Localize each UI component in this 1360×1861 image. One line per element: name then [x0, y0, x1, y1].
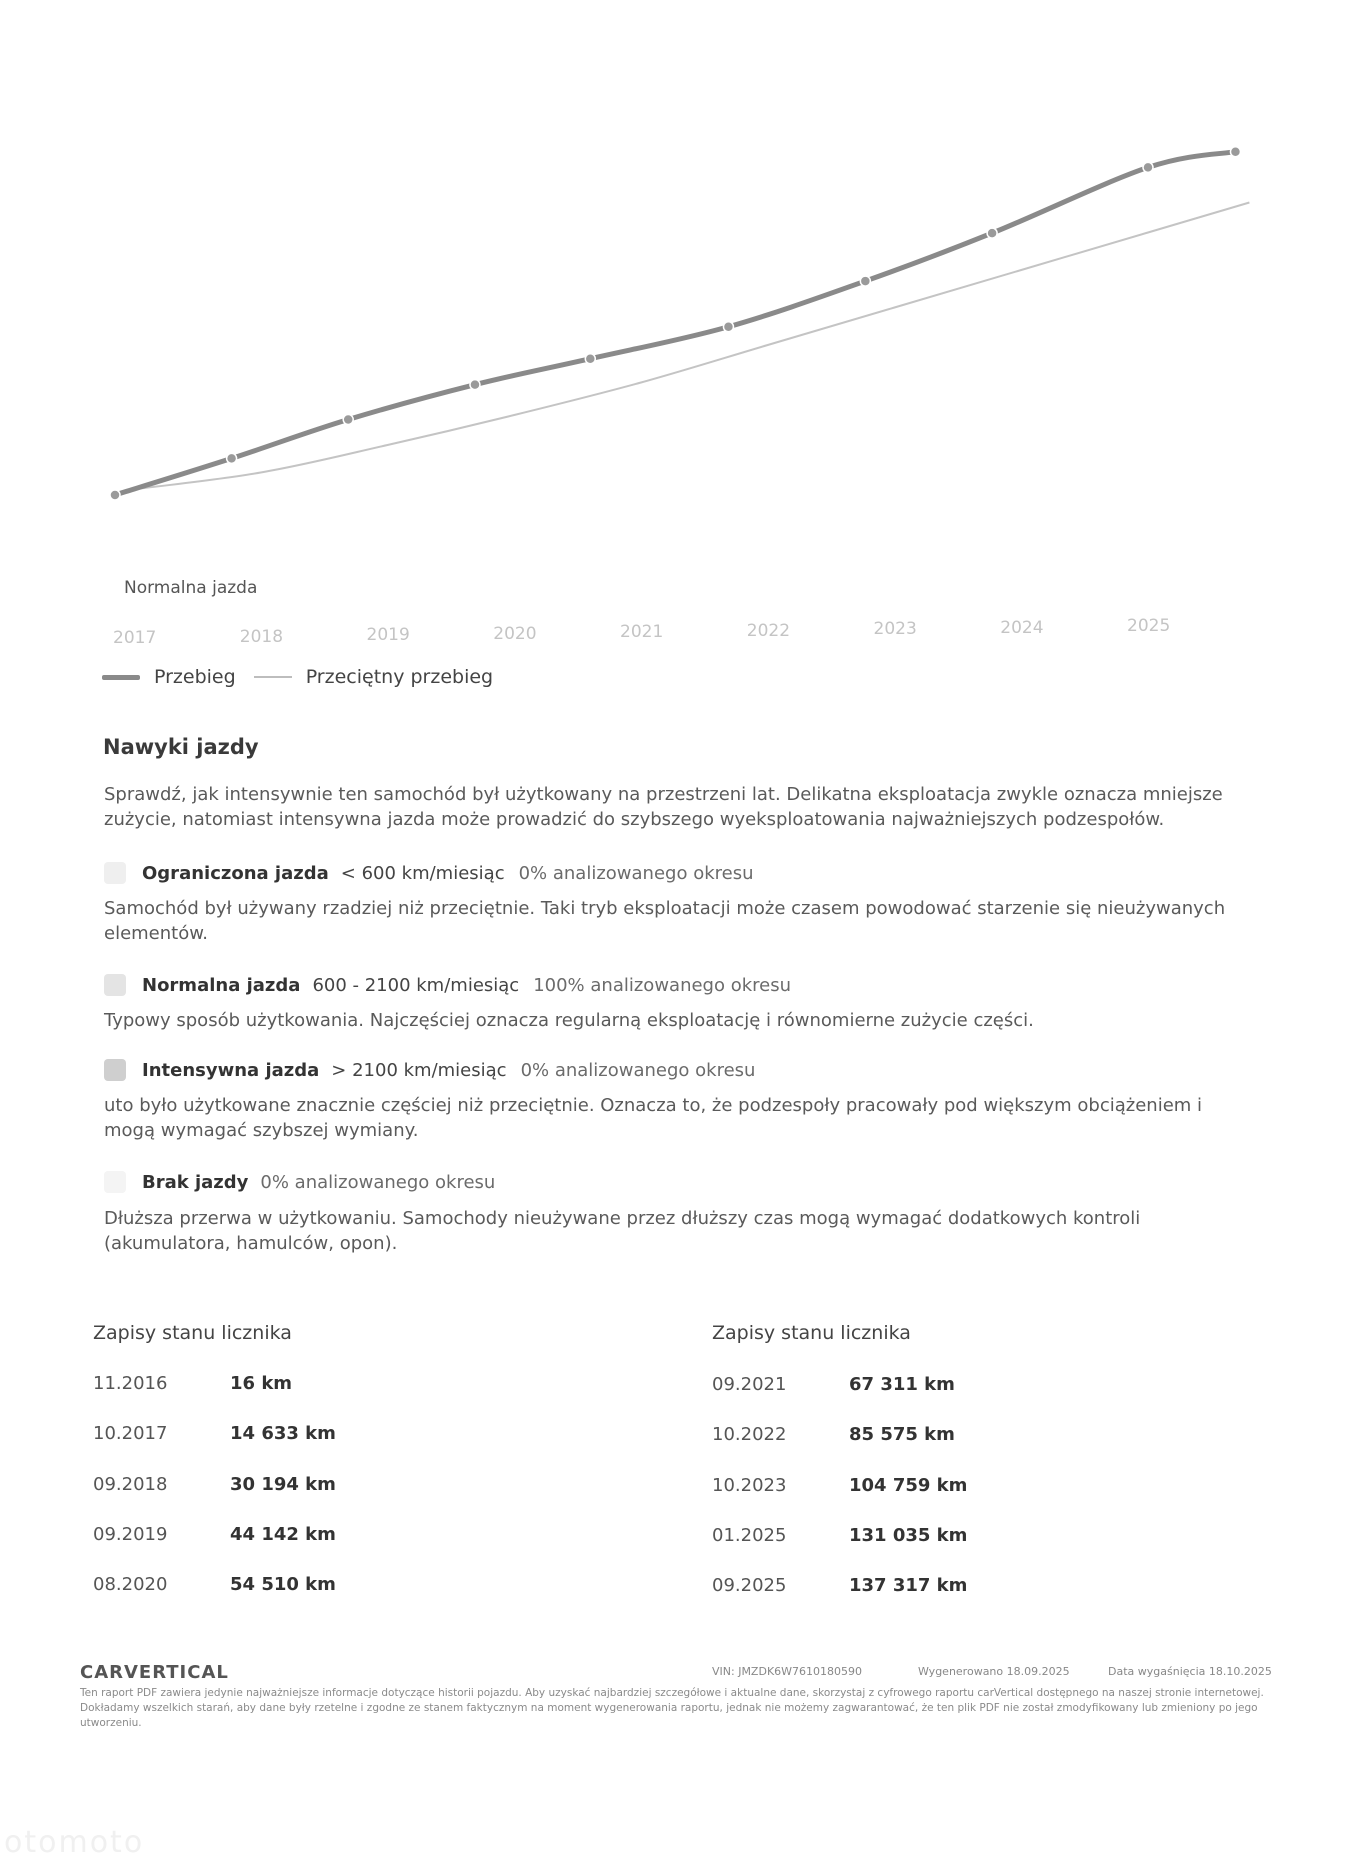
- habit-range: < 600 km/miesiąc: [340, 862, 505, 884]
- habit-desc-normal: Typowy sposób użytkowania. Najczęściej oznacza regularną eksploatację i równomierne zużycie części.: [104, 1010, 1034, 1031]
- habits-title: Nawyki jazdy: [103, 735, 259, 759]
- mileage-point-2: [343, 415, 353, 425]
- odometer-date: 09.2025: [712, 1575, 787, 1596]
- x-tick-2019: 2019: [366, 625, 410, 645]
- normal-driving-icon: [104, 974, 126, 996]
- x-tick-2023: 2023: [873, 619, 917, 639]
- odometer-date: 09.2019: [93, 1524, 168, 1545]
- habit-name: Normalna jazda: [142, 974, 301, 996]
- mileage-point-8: [1143, 162, 1153, 172]
- odometer-row: [93, 1423, 336, 1444]
- x-tick-2021: 2021: [620, 622, 664, 642]
- odometer-right-title: Zapisy stanu licznika: [712, 1322, 911, 1344]
- odometer-value: 30 194 km: [230, 1474, 336, 1495]
- no-driving-icon: [104, 1171, 126, 1193]
- odometer-value: 16 km: [230, 1373, 293, 1394]
- mileage-point-5: [723, 322, 733, 332]
- mileage-point-9: [1230, 147, 1240, 157]
- odometer-row: [712, 1525, 967, 1546]
- legend-average-label: Przeciętny przebieg: [305, 666, 494, 688]
- x-tick-2017: 2017: [113, 628, 157, 648]
- odometer-row: [712, 1575, 967, 1596]
- mileage-point-1: [227, 453, 237, 463]
- footer-generated: Wygenerowano 18.09.2025: [918, 1665, 1070, 1678]
- odometer-row: [712, 1374, 955, 1395]
- habit-desc-limited: Samochód był używany rzadziej niż przeciętnie. Taki tryb eksploatacji może czasem powodować starzenie się nieużywanych elementów.: [104, 898, 1226, 944]
- odometer-left-title: Zapisy stanu licznika: [93, 1322, 292, 1344]
- mileage-point-0: [110, 490, 120, 500]
- odometer-date: 10.2023: [712, 1475, 787, 1496]
- odometer-value: 104 759 km: [849, 1475, 968, 1496]
- odometer-value: 85 575 km: [849, 1424, 955, 1445]
- odometer-value: 14 633 km: [230, 1423, 336, 1444]
- odometer-row: [712, 1475, 967, 1496]
- habit-percent: 0% analizowanego okresu: [260, 1171, 496, 1193]
- limited-driving-icon: [104, 862, 126, 884]
- series-line-mileage: [115, 152, 1235, 495]
- habit-percent: 100% analizowanego okresu: [533, 974, 792, 996]
- footer-vin: VIN: JMZDK6W7610180590: [712, 1665, 863, 1678]
- chart-legend: [102, 666, 493, 688]
- odometer-value: 131 035 km: [849, 1525, 968, 1546]
- habit-percent: 0% analizowanego okresu: [518, 862, 754, 884]
- odometer-date: 09.2018: [93, 1474, 168, 1495]
- series-line-average-mileage: [128, 203, 1250, 491]
- legend-average-swatch: [254, 676, 292, 678]
- habit-desc-none: Dłuższa przerwa w użytkowaniu. Samochody nieużywane przez dłuższy czas mogą wymagać dodatkowych kontroli (akumulatora, hamulców, opon).: [104, 1208, 1141, 1254]
- habit-row-normal: [104, 974, 791, 996]
- odometer-row: [93, 1524, 336, 1545]
- odometer-row: [93, 1574, 336, 1595]
- x-tick-2025: 2025: [1127, 616, 1171, 636]
- x-tick-2024: 2024: [1000, 617, 1044, 638]
- intensive-driving-icon: [104, 1059, 126, 1081]
- habits-intro: Sprawdź, jak intensywnie ten samochód był użytkowany na przestrzeni lat. Delikatna eksploatacja zwykle oznacza mniejsze zużycie, natomiast intensywna jazda może prowadzić do szybszego wyeksploatowania najważniejszych podzespołów.: [104, 784, 1223, 830]
- odometer-row: [93, 1373, 292, 1394]
- x-tick-2020: 2020: [493, 623, 537, 644]
- mileage-point-6: [860, 276, 870, 286]
- legend-mileage-swatch: [102, 675, 140, 680]
- x-tick-2022: 2022: [746, 620, 791, 641]
- odometer-value: 67 311 km: [849, 1374, 955, 1395]
- carvertical-logo: CARVERTICAL: [80, 1662, 229, 1683]
- odometer-date: 10.2017: [93, 1423, 168, 1444]
- odometer-row: [93, 1474, 336, 1495]
- legend-mileage-label: Przebieg: [154, 666, 236, 688]
- habit-row-intensive: [104, 1059, 755, 1081]
- habit-name: Ograniczona jazda: [142, 862, 329, 884]
- mileage-point-4: [585, 354, 595, 364]
- odometer-date: 11.2016: [93, 1373, 168, 1394]
- mileage-point-7: [987, 228, 997, 238]
- habit-percent: 0% analizowanego okresu: [520, 1059, 756, 1081]
- odometer-date: 08.2020: [93, 1574, 168, 1595]
- odometer-date: 01.2025: [712, 1525, 787, 1546]
- habit-desc-intensive: uto było użytkowane znacznie częściej niż przeciętnie. Oznacza to, że podzespoły pracowały pod większym obciążeniem i mogą wymagać szybszej wymiany.: [104, 1095, 1203, 1141]
- habit-row-limited: [104, 862, 754, 884]
- habit-row-none: [104, 1171, 495, 1193]
- odometer-value: 44 142 km: [230, 1524, 336, 1545]
- mileage-point-3: [470, 380, 480, 390]
- odometer-date: 09.2021: [712, 1374, 787, 1395]
- chart-annotation: Normalna jazda: [124, 578, 258, 598]
- odometer-value: 54 510 km: [230, 1574, 336, 1595]
- odometer-value: 137 317 km: [849, 1575, 968, 1596]
- odometer-date: 10.2022: [712, 1424, 787, 1445]
- habit-range: > 2100 km/miesiąc: [331, 1059, 507, 1081]
- footer-disclaimer: Ten raport PDF zawiera jedynie najważniejsze informacje dotyczące historii pojazdu. Aby uzyskać najbardziej szczegółowe i aktualne dane, skorzystaj z cyfrowego raportu carVertical dostępnego na naszej stronie internetowej. Dokładamy wszelkich starań, aby dane były rzetelne i zgodne ze stanem faktycznym na moment wygenerowania raportu, jednak nie możemy zagwarantować, że ten plik PDF nie został zmodyfikowany lub zmieniony po jego utworzeniu.: [80, 1687, 1264, 1729]
- x-tick-2018: 2018: [239, 626, 284, 647]
- mileage-chart: [0, 0, 1360, 640]
- habit-name: Brak jazdy: [142, 1171, 249, 1193]
- habit-range: 600 - 2100 km/miesiąc: [312, 974, 520, 996]
- habit-name: Intensywna jazda: [142, 1059, 320, 1081]
- watermark: otomoto: [4, 1825, 145, 1860]
- footer-expires: Data wygaśnięcia 18.10.2025: [1108, 1665, 1272, 1678]
- odometer-row: [712, 1424, 955, 1445]
